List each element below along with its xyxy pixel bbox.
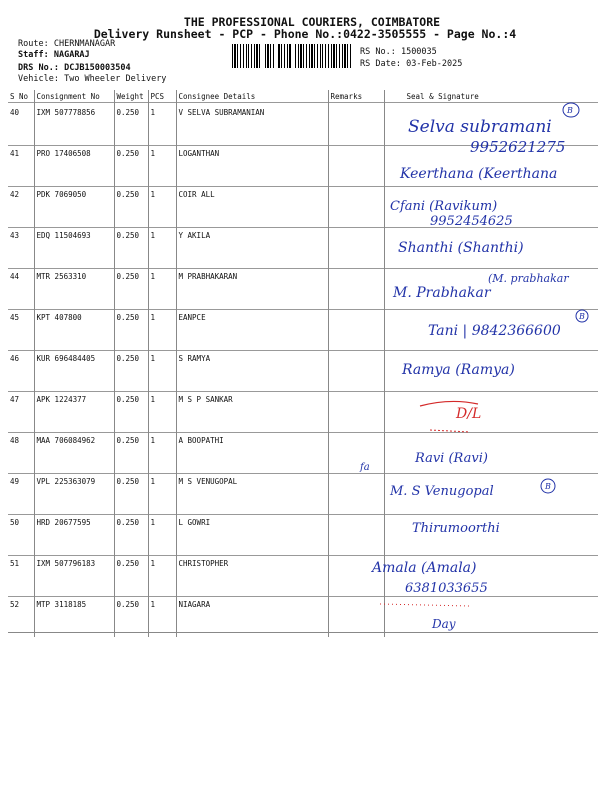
staff-line bbox=[18, 50, 90, 60]
signature-row-42-phone: 9952454625 bbox=[430, 214, 513, 229]
rs-date-value: 03-Feb-2025 bbox=[406, 59, 463, 69]
cell-remarks bbox=[328, 433, 384, 474]
rs-date-line bbox=[360, 59, 462, 69]
cell-consignment-no-text: IXM 507796183 bbox=[36, 559, 96, 568]
delivery-table bbox=[8, 90, 598, 637]
cell-weight-text: 0.250 bbox=[116, 149, 140, 158]
rs-no-label: RS No.: bbox=[360, 47, 396, 57]
cell-sno bbox=[8, 310, 34, 351]
cell-signature bbox=[384, 228, 598, 269]
cell-pcs-text: 1 bbox=[150, 518, 156, 527]
rs-no-value: 1500035 bbox=[400, 47, 437, 57]
vehicle-label: Vehicle: bbox=[18, 74, 59, 84]
cell-signature bbox=[384, 556, 598, 597]
cell-consignment-no bbox=[34, 269, 114, 310]
cell-pcs bbox=[148, 351, 176, 392]
cell-consignment-no bbox=[34, 474, 114, 515]
cell-pcs-text: 1 bbox=[150, 477, 156, 486]
cell-signature bbox=[384, 433, 598, 474]
cell-sno bbox=[8, 392, 34, 433]
cell-remarks bbox=[328, 228, 384, 269]
mark-b-row-49: B bbox=[545, 482, 551, 491]
cell-consignee bbox=[176, 103, 328, 146]
company-title: THE PROFESSIONAL COURIERS, COIMBATORE bbox=[183, 15, 441, 29]
cell-weight bbox=[114, 310, 148, 351]
signature-row-44-b: (M. prabhakar bbox=[488, 272, 569, 285]
col-header-pcs: PCS bbox=[148, 90, 176, 103]
cell-sno bbox=[8, 103, 34, 146]
cell-consignee-text: LOGANTHAN bbox=[178, 149, 220, 158]
cell-signature bbox=[384, 187, 598, 228]
staff-label: Staff: bbox=[18, 50, 49, 60]
cell-consignment-no bbox=[34, 556, 114, 597]
cell-signature bbox=[384, 310, 598, 351]
cell-weight-text: 0.250 bbox=[116, 600, 140, 609]
cell-consignment-no-text: IXM 507778856 bbox=[36, 108, 96, 117]
cell-consignment-no bbox=[34, 310, 114, 351]
cell-signature bbox=[384, 146, 598, 187]
cell-sno-text: 44 bbox=[10, 272, 20, 281]
runsheet-title: Delivery Runsheet - PCP - Phone No.:0422-3505555 - Page No.:4 bbox=[93, 27, 517, 41]
cell-remarks bbox=[328, 351, 384, 392]
signature-row-40-name: Selva subramani bbox=[408, 117, 552, 137]
route-value: CHERNMANAGAR bbox=[53, 39, 116, 49]
cell-pcs bbox=[148, 310, 176, 351]
cell-consignee bbox=[176, 515, 328, 556]
cell-consignee-text: CHRISTOPHER bbox=[178, 559, 229, 568]
cell-consignment-no-text: MTP 3118185 bbox=[36, 600, 87, 609]
cell-pcs-text: 1 bbox=[150, 231, 156, 240]
table-row bbox=[8, 556, 598, 597]
cell-weight bbox=[114, 269, 148, 310]
cell-consignment-no bbox=[34, 351, 114, 392]
table-row bbox=[8, 269, 598, 310]
table-row bbox=[8, 351, 598, 392]
red-remark-row-47: D/L bbox=[456, 406, 482, 422]
cell-weight-text: 0.250 bbox=[116, 108, 140, 117]
table-row bbox=[8, 310, 598, 351]
cell-remarks bbox=[328, 556, 384, 597]
vehicle-line bbox=[18, 74, 166, 84]
table-row bbox=[8, 597, 598, 638]
cell-consignee bbox=[176, 556, 328, 597]
cell-pcs-text: 1 bbox=[150, 313, 156, 322]
cell-signature bbox=[384, 269, 598, 310]
cell-sno-text: 52 bbox=[10, 600, 20, 609]
cell-weight bbox=[114, 515, 148, 556]
signature-row-43: Shanthi (Shanthi) bbox=[398, 240, 524, 256]
cell-pcs-text: 1 bbox=[150, 600, 156, 609]
cell-sno-text: 49 bbox=[10, 477, 20, 486]
table-header-row bbox=[8, 90, 598, 103]
cell-pcs bbox=[148, 269, 176, 310]
rs-number-line bbox=[360, 47, 437, 57]
cell-weight-text: 0.250 bbox=[116, 518, 140, 527]
cell-sno bbox=[8, 351, 34, 392]
cell-consignment-no bbox=[34, 433, 114, 474]
table-row bbox=[8, 228, 598, 269]
cell-sno bbox=[8, 597, 34, 638]
cell-pcs-text: 1 bbox=[150, 108, 156, 117]
cell-consignee-text: S RAMYA bbox=[178, 354, 211, 363]
cell-sno bbox=[8, 146, 34, 187]
cell-consignee-text: Y AKILA bbox=[178, 231, 211, 240]
cell-pcs-text: 1 bbox=[150, 190, 156, 199]
signature-row-46: Ramya (Ramya) bbox=[402, 362, 515, 378]
cell-consignee bbox=[176, 392, 328, 433]
cell-consignment-no-text: EDQ 11504693 bbox=[36, 231, 91, 240]
cell-consignee-text: M S VENUGOPAL bbox=[178, 477, 238, 486]
cell-remarks bbox=[328, 187, 384, 228]
cell-pcs bbox=[148, 392, 176, 433]
table-row bbox=[8, 474, 598, 515]
table-row bbox=[8, 146, 598, 187]
cell-weight-text: 0.250 bbox=[116, 272, 140, 281]
cell-consignee-text: M S P SANKAR bbox=[178, 395, 233, 404]
cell-sno bbox=[8, 515, 34, 556]
cell-sno bbox=[8, 228, 34, 269]
cell-signature bbox=[384, 392, 598, 433]
cell-pcs bbox=[148, 597, 176, 638]
cell-weight bbox=[114, 433, 148, 474]
cell-consignee bbox=[176, 433, 328, 474]
table-row bbox=[8, 515, 598, 556]
cell-weight-text: 0.250 bbox=[116, 436, 140, 445]
cell-pcs-text: 1 bbox=[150, 149, 156, 158]
cell-consignment-no-text: PDK 7069050 bbox=[36, 190, 87, 199]
cell-sno bbox=[8, 474, 34, 515]
route-label: Route: bbox=[18, 39, 49, 49]
signature-row-40-phone: 9952621275 bbox=[470, 138, 566, 156]
cell-consignment-no-text: MAA 706084962 bbox=[36, 436, 96, 445]
cell-sno-text: 48 bbox=[10, 436, 20, 445]
signature-row-51-a: Amala (Amala) bbox=[372, 560, 477, 576]
drs-value: DCJB150003504 bbox=[64, 63, 131, 73]
cell-pcs bbox=[148, 103, 176, 146]
cell-pcs bbox=[148, 474, 176, 515]
cell-sno-text: 50 bbox=[10, 518, 20, 527]
cell-consignee-text: NIAGARA bbox=[178, 600, 211, 609]
cell-consignee-text: COIR ALL bbox=[178, 190, 215, 199]
cell-signature bbox=[384, 515, 598, 556]
cell-pcs-text: 1 bbox=[150, 559, 156, 568]
cell-sno-text: 43 bbox=[10, 231, 20, 240]
cell-sno bbox=[8, 556, 34, 597]
svg-text:fa: fa bbox=[360, 462, 370, 473]
cell-sno-text: 46 bbox=[10, 354, 20, 363]
cell-remarks bbox=[328, 310, 384, 351]
staff-value: NAGARAJ bbox=[53, 50, 90, 60]
cell-consignment-no-text: MTR 2563310 bbox=[36, 272, 87, 281]
table-row bbox=[8, 187, 598, 228]
cell-weight-text: 0.250 bbox=[116, 313, 140, 322]
cell-signature bbox=[384, 474, 598, 515]
cell-weight-text: 0.250 bbox=[116, 395, 140, 404]
cell-weight-text: 0.250 bbox=[116, 477, 140, 486]
cell-consignee bbox=[176, 146, 328, 187]
cell-weight bbox=[114, 392, 148, 433]
cell-remarks bbox=[328, 392, 384, 433]
cell-consignee-text: EANPCE bbox=[178, 313, 206, 322]
cell-weight bbox=[114, 187, 148, 228]
signature-row-51-b: 6381033655 bbox=[405, 581, 488, 596]
cell-sno-text: 47 bbox=[10, 395, 20, 404]
barcode bbox=[232, 44, 352, 68]
cell-consignee bbox=[176, 310, 328, 351]
cell-sno-text: 41 bbox=[10, 149, 20, 158]
cell-pcs bbox=[148, 556, 176, 597]
cell-pcs bbox=[148, 187, 176, 228]
cell-consignment-no bbox=[34, 146, 114, 187]
cell-consignee-text: V SELVA SUBRAMANIAN bbox=[178, 108, 265, 117]
table-row bbox=[8, 392, 598, 433]
col-header-consignee: Consignee Details bbox=[176, 90, 328, 103]
cell-pcs-text: 1 bbox=[150, 354, 156, 363]
table-bottom-rule bbox=[8, 632, 598, 633]
cell-weight bbox=[114, 146, 148, 187]
cell-consignment-no-text: KUR 696484405 bbox=[36, 354, 96, 363]
cell-remarks bbox=[328, 146, 384, 187]
signature-row-50: Thirumoorthi bbox=[412, 521, 500, 536]
route-line bbox=[18, 39, 115, 49]
cell-consignment-no bbox=[34, 187, 114, 228]
cell-consignment-no-text: VPL 225363079 bbox=[36, 477, 96, 486]
cell-consignee bbox=[176, 228, 328, 269]
col-header-remarks: Remarks bbox=[328, 90, 384, 103]
cell-consignment-no-text: PRO 17406508 bbox=[36, 149, 91, 158]
drs-label: DRS No.: bbox=[18, 63, 59, 73]
cell-sno bbox=[8, 187, 34, 228]
cell-signature bbox=[384, 597, 598, 638]
vehicle-value: Two Wheeler Delivery bbox=[64, 74, 167, 84]
cell-signature bbox=[384, 103, 598, 146]
cell-consignment-no-text: HRD 20677595 bbox=[36, 518, 91, 527]
cell-pcs-text: 1 bbox=[150, 272, 156, 281]
cell-weight-text: 0.250 bbox=[116, 231, 140, 240]
cell-weight bbox=[114, 597, 148, 638]
cell-weight-text: 0.250 bbox=[116, 559, 140, 568]
cell-pcs bbox=[148, 433, 176, 474]
cell-pcs bbox=[148, 146, 176, 187]
cell-remarks bbox=[328, 269, 384, 310]
col-header-consignment: Consignment No bbox=[34, 90, 114, 103]
cell-consignee bbox=[176, 474, 328, 515]
rs-date-label: RS Date: bbox=[360, 59, 401, 69]
cell-sno-text: 42 bbox=[10, 190, 20, 199]
signature-row-49: M. S Venugopal bbox=[390, 484, 494, 499]
cell-consignment-no bbox=[34, 103, 114, 146]
cell-sno-text: 51 bbox=[10, 559, 20, 568]
cell-consignee bbox=[176, 597, 328, 638]
cell-consignment-no bbox=[34, 597, 114, 638]
cell-remarks bbox=[328, 103, 384, 146]
cell-pcs bbox=[148, 515, 176, 556]
col-header-signature: Seal & Signature bbox=[406, 92, 479, 101]
cell-consignment-no-text: APK 1224377 bbox=[36, 395, 87, 404]
cell-pcs bbox=[148, 228, 176, 269]
cell-sno bbox=[8, 269, 34, 310]
cell-weight bbox=[114, 474, 148, 515]
cell-sno bbox=[8, 433, 34, 474]
signature-row-48: Ravi (Ravi) bbox=[415, 451, 488, 466]
cell-weight bbox=[114, 556, 148, 597]
cell-remarks bbox=[328, 515, 384, 556]
cell-consignee bbox=[176, 351, 328, 392]
cell-consignee-text: A BOOPATHI bbox=[178, 436, 224, 445]
col-header-weight: Weight bbox=[114, 90, 148, 103]
signature-row-45: Tani | 9842366600 bbox=[428, 323, 561, 339]
mark-b-row-45: B bbox=[579, 312, 585, 321]
signature-row-41: Keerthana (Keerthana bbox=[400, 166, 558, 182]
cell-consignment-no bbox=[34, 392, 114, 433]
cell-consignment-no bbox=[34, 515, 114, 556]
cell-weight bbox=[114, 351, 148, 392]
table-row bbox=[8, 433, 598, 474]
cell-consignee bbox=[176, 187, 328, 228]
cell-remarks bbox=[328, 597, 384, 638]
cell-consignment-no-text: KPT 407800 bbox=[36, 313, 82, 322]
cell-sno-text: 45 bbox=[10, 313, 20, 322]
cell-consignee bbox=[176, 269, 328, 310]
drs-line bbox=[18, 63, 131, 73]
cell-pcs-text: 1 bbox=[150, 436, 156, 445]
cell-weight bbox=[114, 103, 148, 146]
cell-sno-text: 40 bbox=[10, 108, 20, 117]
signature-row-42-name: Cfani (Ravikum) bbox=[390, 199, 498, 214]
table-row bbox=[8, 103, 598, 146]
cell-consignee-text: L GOWRI bbox=[178, 518, 211, 527]
cell-weight bbox=[114, 228, 148, 269]
mark-b-row-40: B bbox=[567, 106, 573, 115]
cell-weight-text: 0.250 bbox=[116, 354, 140, 363]
col-header-sno: S No bbox=[8, 90, 34, 103]
signature-row-44-a: M. Prabhakar bbox=[393, 285, 491, 301]
cell-remarks bbox=[328, 474, 384, 515]
cell-consignee-text: M PRABHAKARAN bbox=[178, 272, 238, 281]
signature-row-52: Day bbox=[432, 617, 456, 631]
cell-consignment-no bbox=[34, 228, 114, 269]
cell-weight-text: 0.250 bbox=[116, 190, 140, 199]
cell-pcs-text: 1 bbox=[150, 395, 156, 404]
cell-signature bbox=[384, 351, 598, 392]
